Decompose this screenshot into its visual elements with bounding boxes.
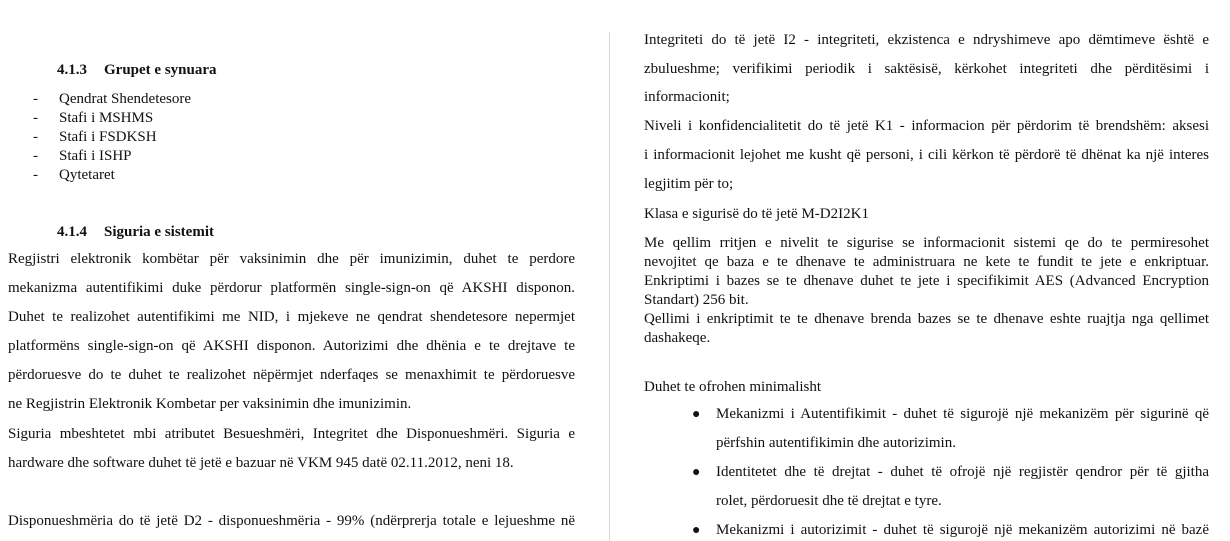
security-class-line: Klasa e sigurisë do të jetë M-D2I2K1 [644, 206, 869, 222]
page-separator [609, 32, 610, 541]
paragraph-line: platformëns single-sign-on që AKSHI disponon. Autorizimi dhe dhënia e te drejtave te [8, 338, 575, 354]
bullet-dot-icon: ● [692, 523, 701, 538]
paragraph-line: mekanizma autentifikimi duke përdorur platformën single-sign-on që AKSHI disponon. [8, 280, 575, 296]
paragraph-line: zbulueshme; verifikimi periodik i saktësisë, kërkohet integriteti dhe përditësimi i [644, 61, 1209, 77]
paragraph-line: Disponueshmëria do të jetë D2 - disponueshmëria - 99% (ndërprerja totale e lejueshme në [8, 513, 575, 529]
document-page-left: 4.1.3 Grupet e synuara - Qendrat Shendetesore - Stafi i MSHMS - Stafi i FSDKSH - Stafi i ISHP - Qytetaret 4.1.4 Siguria e sistemit Regjistri elektronik kombëtar për vaksinimin dhe për imunizimin, duhet te perdore mekanizma autentifikimi duke përdorur platformën single-sign-on që AKSHI disponon. Duhet te realizohet autentifikimi me NID, i mjekeve ne qendrat shendetesore nepermjet platformëns single-sign-on që AKSHI disponon. Autorizimi dhe dhënia e te drejtave te përdoruesve do te duhet te realizohet nëpërmjet nderfaqes se menaxhimit te përdoruesve ne Regjistrin Elektronik Kombetar per vaksinimin dhe imunizimin. Siguria mbeshtetet mbi atributet Besueshmëri, Integritet dhe Disponueshmëri. Siguria e hardware dhe software duhet të jetë e bazuar në VKM 945 datë 02.11.2012, neni 18. Disponueshmëria do të jetë D2 - disponueshmëria - 99% (ndërprerja totale e lejueshme në [0, 0, 600, 541]
bullet-line: përfshin autentifikimin dhe autorizimin. [716, 435, 956, 451]
paragraph-line: nevojitet qe baza e te dhenave te administruara ne kete te fundit te jete e enkriptuar. [644, 254, 1209, 270]
document-page-right [612, 0, 1230, 541]
bullet-line: Mekanizmi i Autentifikimit - duhet të sigurojë një mekanizëm për sigurinë që [716, 406, 1209, 422]
list-dash: - [33, 167, 38, 183]
section-title: Grupet e synuara [104, 62, 217, 78]
minimal-heading: Duhet te ofrohen minimalisht [644, 379, 822, 395]
bullet-dot-icon: ● [692, 465, 701, 480]
paragraph-line: Standart) 256 bit. [644, 292, 749, 308]
paragraph-line: Integriteti do të jetë I2 - integriteti, ekzistenca e ndryshimeve apo dëmtimeve është e [644, 32, 1209, 48]
list-dash: - [33, 110, 38, 126]
section-title: Siguria e sistemit [104, 224, 214, 240]
paragraph-line: Qellimi i enkriptimit te te dhenave brenda bazes se te dhenave eshte ruajtja nga qellimet [644, 311, 1209, 327]
section-number: 4.1.4 [57, 224, 87, 240]
paragraph-line: legjitim për to; [644, 176, 734, 192]
bullet-line: rolet, përdoruesit dhe të drejtat e tyre. [716, 493, 942, 509]
list-dash: - [33, 148, 38, 164]
section-heading-4-1-3 [57, 61, 217, 80]
bullet-line: Mekanizmi i autorizimit - duhet të sigurojë një mekanizëm autorizimi në bazë [716, 522, 1209, 538]
section-number: 4.1.3 [57, 62, 87, 78]
paragraph-line: Niveli i konfidencialitetit do të jetë K1 - informacion për përdorim të brendshëm: aksesi [644, 118, 1209, 134]
paragraph-line: informacionit; [644, 89, 730, 105]
paragraph-line: Enkriptimi i bazes se te dhenave duhet te jete i specifikimit AES (Advanced Encryption [644, 273, 1209, 289]
paragraph-line: dashakeqe. [644, 330, 711, 346]
paragraph-line: përdoruesve do te duhet te realizohet nëpërmjet nderfaqes se menaxhimit te përdoruesve [8, 367, 575, 383]
paragraph-line: Siguria mbeshtetet mbi atributet Besueshmëri, Integritet dhe Disponueshmëri. Siguria e [8, 426, 575, 442]
paragraph-line: Me qellim rritjen e nivelit te sigurise se informacionit sistemi qe do te permiresohet [644, 235, 1209, 251]
paragraph-line: Regjistri elektronik kombëtar për vaksinimin dhe për imunizimin, duhet te perdore [8, 251, 575, 267]
bullet-dot-icon: ● [692, 407, 701, 422]
paragraph-line: hardware dhe software duhet të jetë e bazuar në VKM 945 datë 02.11.2012, neni 18. [8, 455, 514, 471]
section-heading-4-1-4 [57, 223, 214, 242]
bullet-line: Identitetet dhe të drejtat - duhet të ofrojë një regjistër qendror për të gjitha [716, 464, 1209, 480]
list-dash: - [33, 129, 38, 145]
paragraph-line: i informacionit lejohet me kusht që personi, i cili kërkon të përdorë të dhënat ka një interes [644, 147, 1209, 163]
paragraph-line: ne Regjistrin Elektronik Kombetar per vaksinimin dhe imunizimin. [8, 396, 412, 412]
paragraph-line: Duhet te realizohet autentifikimi me NID, i mjekeve ne qendrat shendetesore nepermjet [8, 309, 575, 325]
list-dash: - [33, 91, 38, 107]
